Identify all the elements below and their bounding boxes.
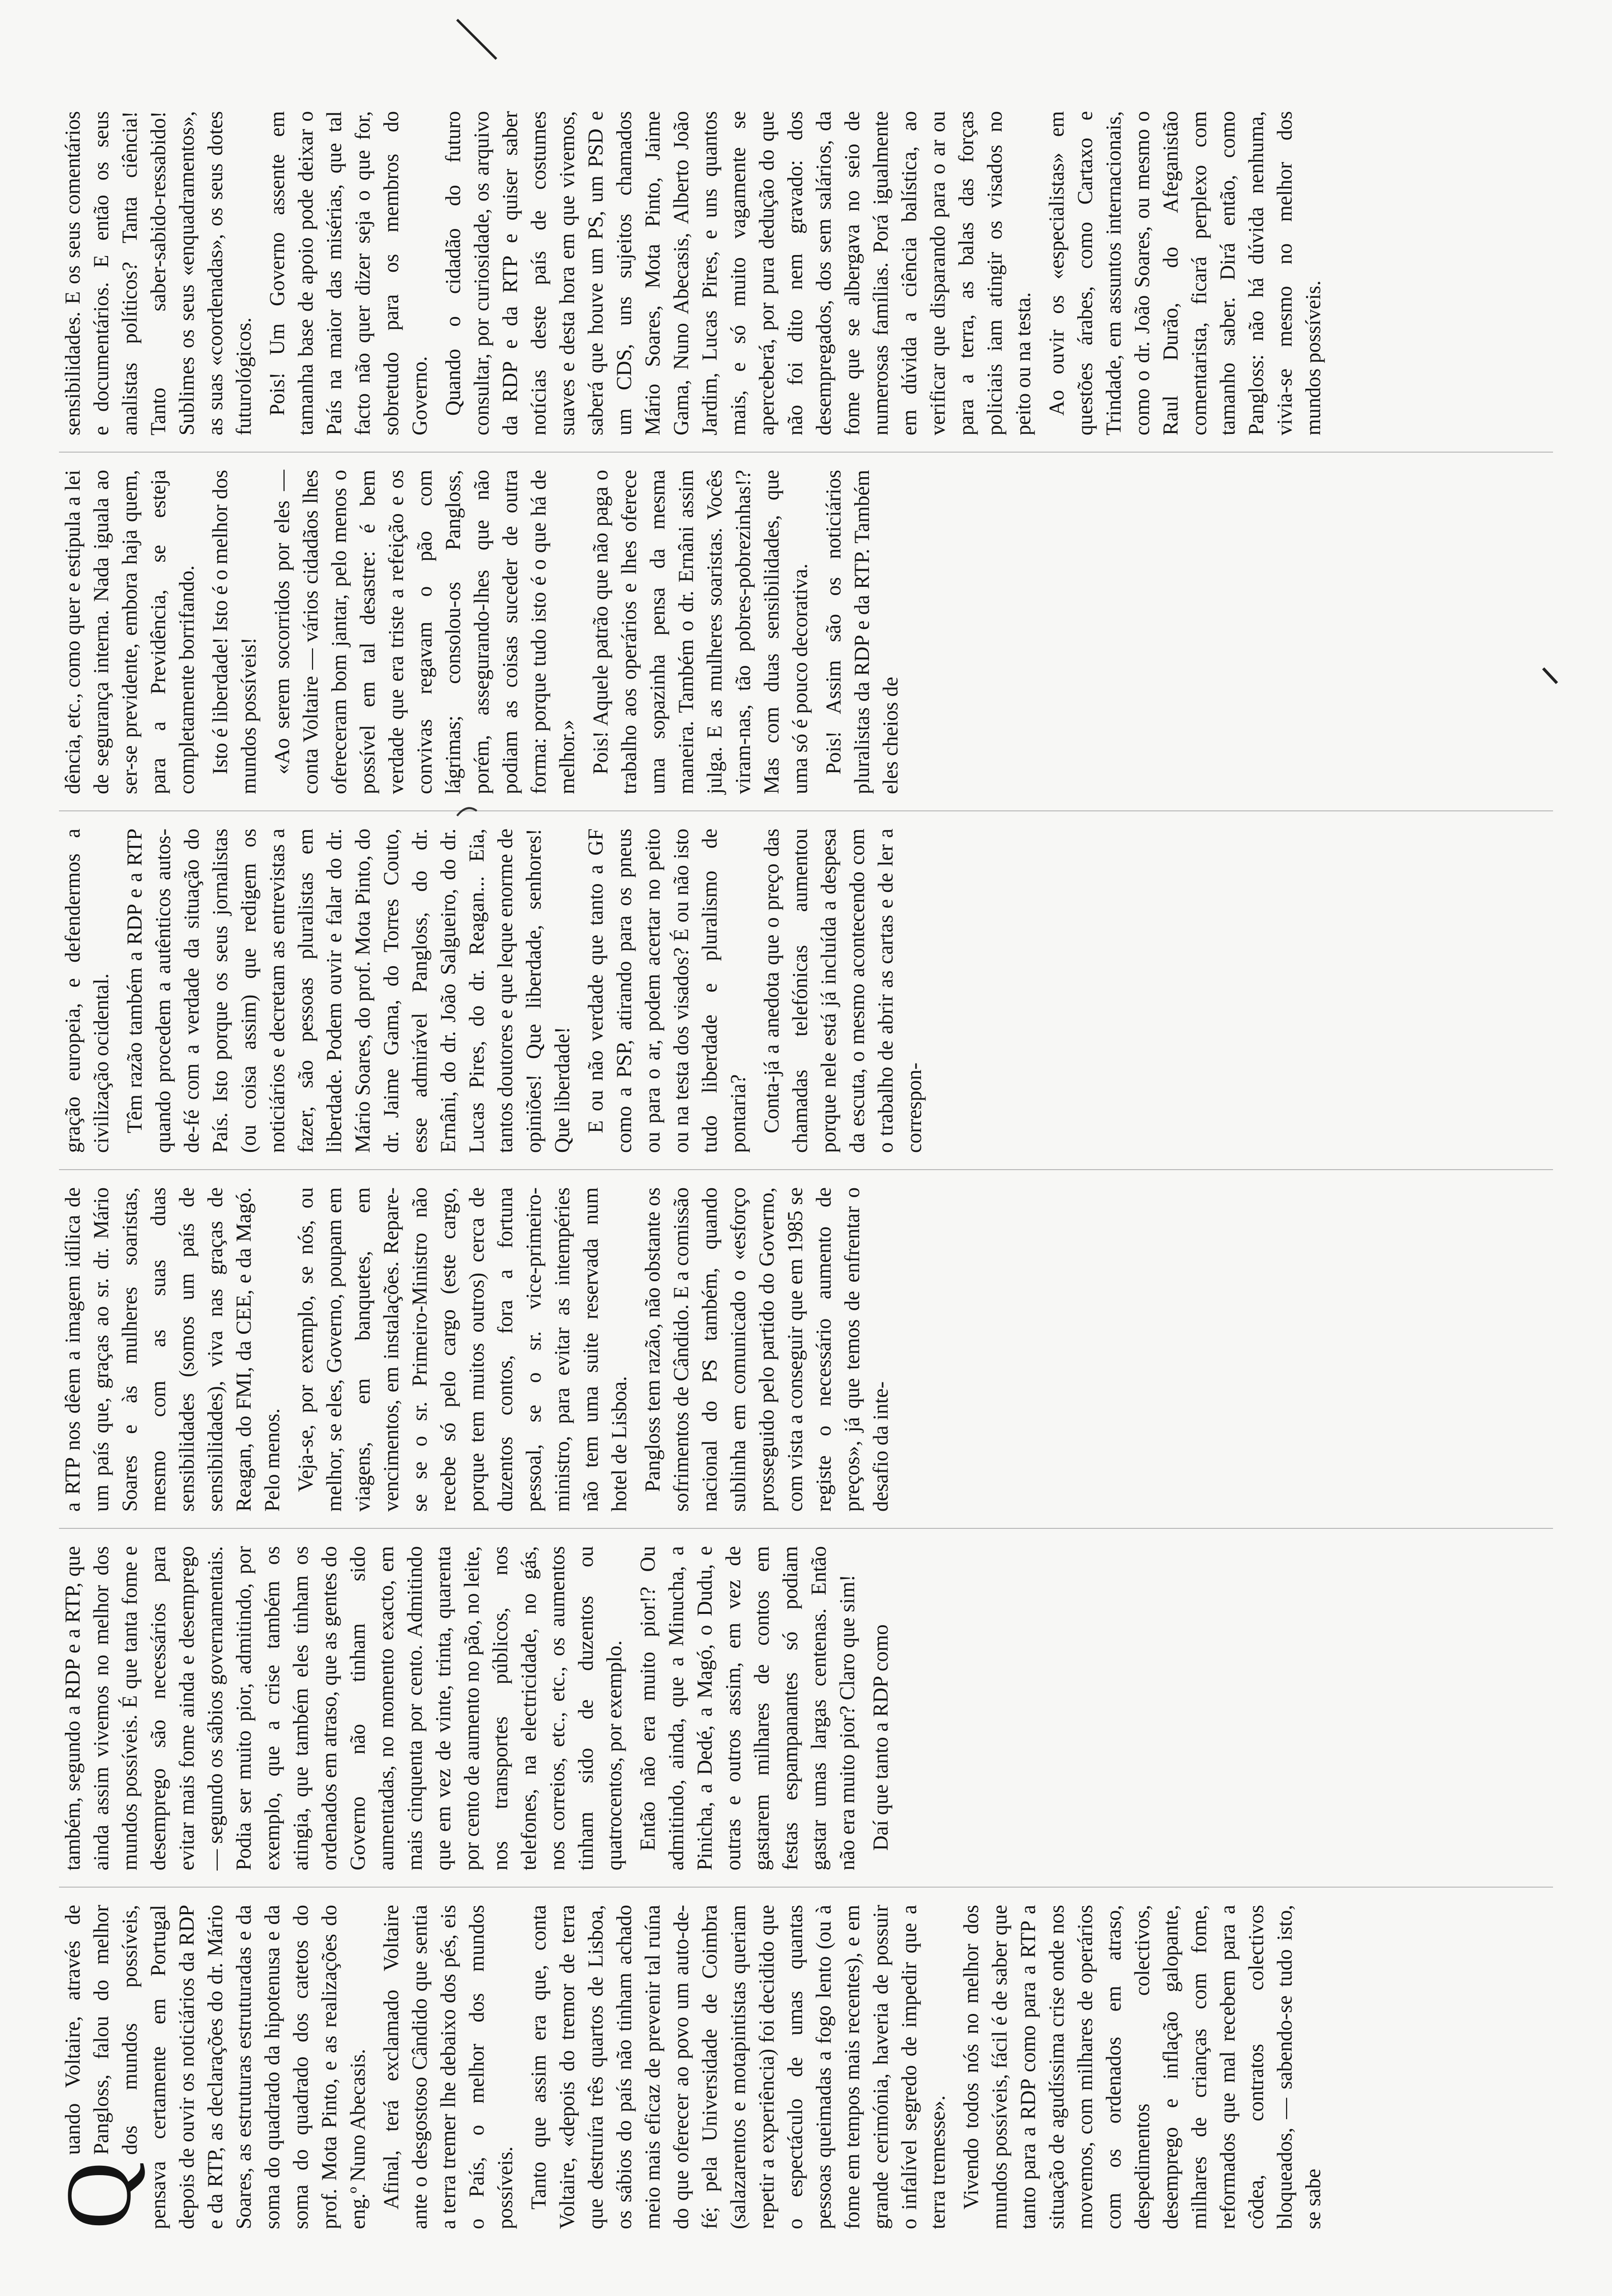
column-divider [59, 1528, 1553, 1529]
article-paragraph: Conta-já a anedota que o preço das chamadas telefónicas aumentou porque nele está já incluída a despesa da escuta, o mesmo acontecendo com o trabalho de abrir as cartas e de ler a correspon- [760, 829, 926, 1153]
article-column-4 [59, 829, 1553, 1153]
article-paragraph: Pois! Um Governo assente em tamanha base de apoio pode deixar o País na maior das misérias, que tal facto não quer dizer seja o que for, sobretudo para os membros do Governo. [266, 111, 432, 435]
article-paragraph: Vivendo todos nós no melhor dos mundos possíveis, fácil é de saber que tanto para a RDP como para a RTP a situação de agudíssima crise onde nos movemos, com milhares de operários com os ordenados em atraso, despedimentos colectivos, desemprego e inflação galopante, milhares de crianças com fome, reformados que mal recebem para a côdea, contratos colectivos bloqueados, — sabendo-se tudo isto, se sabe [960, 1905, 1325, 2229]
article-paragraph: Tanto que assim era que, conta Voltaire, «depois do tremor de terra que destruíra três quartos de Lisboa, os sábios do país não tinham achado meio mais eficaz de prevenir tal ruína do que oferecer ao povo um auto-de-fé; pela Universidade de Coimbra (salazarentos e motapintistas queriam repetir a experiência) foi decidido que o espectáculo de umas quantas pessoas queimadas a fogo lento (ou à fome em tempos mais recentes), e em grande cerimónia, haveria de possuir o infalível segredo de impedir que a terra tremesse». [527, 1905, 950, 2229]
article-paragraph: Pois! Assim são os noticiários pluralistas da RDP e da RTP. Também eles cheios de [822, 470, 902, 794]
article-paragraph: Isto é liberdade! Isto é o melhor dos mundos possíveis! [209, 470, 260, 794]
column-divider [59, 810, 1553, 811]
rotated-article-sheet [29, 47, 1583, 2249]
article-paragraph [47, 1905, 373, 2229]
article-column-3 [59, 1187, 1553, 1512]
column-divider [59, 452, 1553, 453]
article-paragraph: a RTP nos dêem a imagem idílica de um país que, graças ao sr. dr. Mário Soares e às mulheres soaristas, mesmo com as suas duas sensibilidades (somos um país de sensibilidades), viva nas graças de Reagan, do FMI, da CEE, e da Magó. Pelo menos. [61, 1187, 284, 1512]
article-paragraph: também, segundo a RDP e a RTP, que ainda assim vivemos no melhor dos mundos possíveis. É que tanta fome e desemprego são necessários para evitar mais fome ainda e desemprego — segundo os sábios governamentais. Podia ser muito pior, admitindo, por exemplo, que a crise também os atingia, que também eles tinham os ordenados em atraso, que as gentes do Governo não tinham sido aumentadas, no momento exacto, em mais cinquenta por cento. Admitindo que em vez de vinte, trinta, quarenta por cento de aumento no pão, no leite, nos transportes públicos, nos telefones, na electricidade, no gás, nos correios, etc., etc., os aumentos tinham sido de duzentos ou quatrocentos, por exemplo. [61, 1546, 626, 1870]
article-paragraph: «Ao serem socorridos por eles — conta Voltaire — vários cidadãos lhes ofereceram bom jantar, pelo menos o possível em tal desastre: é bem verdade que era triste a refeição e os convivas regavam o pão com lágrimas; consolou-os Pangloss, porém, assegurando-lhes que não podiam as coisas suceder de outra forma: porque tudo isto é o que há de melhor.» [271, 470, 579, 794]
article-paragraph: E ou não verdade que tanto a GF como a PSP, atirando para os pneus ou para o ar, podem acertar no peito ou na testa dos visados? É ou não isto tudo liberdade e pluralismo de pontaria? [584, 829, 750, 1153]
article-column-5 [59, 470, 1553, 794]
article-paragraph: Veja-se, por exemplo, se nós, ou melhor, se eles, Governo, poupam em viagens, em banquetes, em vencimentos, em instalações. Repare-se se o sr. Primeiro-Ministro não recebe só pelo cargo (este cargo, porque tem muitos outros) cerca de duzentos contos, fora a fortuna pessoal, se o sr. vice-primeiro-ministro, para evitar as intempéries não tem uma suite reservada num hotel de Lisboa. [294, 1187, 631, 1512]
article-paragraph: Então não era muito pior!? Ou admitindo, ainda, que a Minucha, a Pinicha, a Dedé, a Magó, o Dudu, e outras e outros assim, em vez de gastarem milhares de contos em festas espampanantes só podiam gastar umas largas centenas. Então não era muito pior? Claro que sim! [636, 1546, 859, 1870]
drop-cap: Q [47, 2161, 150, 2229]
article-paragraph: Afinal, terá exclamado Voltaire ante o desgostoso Cândido que sentia a terra tremer lhe debaixo dos pés, eis o País, o melhor dos mundos possíveis. [380, 1905, 517, 2229]
article-paragraph: Ao ouvir os «especialistas» em questões árabes, como Cartaxo e Trindade, em assuntos internacionais, como o dr. João Soares, ou mesmo o Raul Durão, do Afeganistão comentarista, ficará perplexo com tamanho saber. Dirá então, como Pangloss: não há dúvida nenhuma, vivia-se mesmo no melhor dos mundos possíveis. [1045, 111, 1325, 435]
article-paragraph: Quando o cidadão do futuro consultar, por curiosidade, os arquivo da RDP e da RTP e quiser saber notícias deste país de costumes suaves e desta hora em que vivemos, saberá que houve um PS, um PSD e um CDS, uns sujeitos chamados Mário Soares, Mota Pinto, Jaime Gama, Nuno Abecasis, Alberto João Jardim, Lucas Pires, e uns quantos mais, e só muito vagamente se aperceberá, por pura dedução do que não foi dito nem gravado: dos desempregados, dos sem salários, da fome que se albergava no seio de numerosas famílias. Porá igualmente em dúvida a ciência balística, ao verificar que disparando para o ar ou para a terra, as balas das forças policiais iam atingir os visados no peito ou na testa. [442, 111, 1035, 435]
column-divider [59, 1169, 1553, 1170]
column-divider [59, 1887, 1553, 1888]
article-paragraph: sensibilidades. E os seus comentários e documentários. E então os seus analistas políticos? Tanta ciência! Tanto saber-sabido-ressabido! Sublimes os seus «enquadramentos», as suas «coordenadas», os seus dotes futurológicos. [61, 111, 256, 435]
article-paragraph: dência, etc., como quer e estipula a lei de segurança interna. Nada iguala ao ser-se previdente, embora haja quem, para a Previdência, se esteja completamente borrifando. [61, 470, 199, 794]
article-paragraph: Daí que tanto a RDP como [869, 1624, 892, 1851]
article-paragraph: Têm razão também a RDP e a RTP quando procedem a autênticos autos-de-fé com a verdade da situação do País. Isto porque os seus jornalistas (ou coisa assim) que redigem os noticiários e decretam as entrevistas a fazer, são pessoas pluralistas em liberdade. Podem ouvir e falar do dr. Mário Soares, do prof. Mota Pinto, do dr. Jaime Gama, do Torres Couto, esse admirável Pangloss, do dr. Ernâni, do dr. João Salgueiro, do dr. Lucas Pires, do dr. Reagan... Eia, tantos doutores e que leque enorme de opiniões! Que liberdade, senhores! Que liberdade! [123, 829, 574, 1153]
article-paragraph: Pois! Aquele patrão que não paga o trabalho aos operários e lhes oferece uma sopazinha pensa da mesma maneira. Também o dr. Ernâni assim julga. E as mulheres soaristas. Vocês viram-nas, tão pobres-pobrezinhas!? Mas com duas sensibilidades, que uma só é pouco decorativa. [589, 470, 812, 794]
article-paragraph: gração europeia, e defendermos a civilização ocidental. [61, 829, 113, 1153]
article-column-2 [59, 1546, 1553, 1870]
article-column-1 [47, 1905, 1553, 2229]
article-column-6 [59, 111, 1553, 435]
article-paragraph: Pangloss tem razão, não obstante os sofrimentos de Cândido. E a comissão nacional do PS também, quando sublinha em comunicado o «esforço prosseguido pelo partido do Governo, com vista a conseguir que em 1985 se registe o necessário aumento de preços», já que temos de enfrentar o desafio da inte- [641, 1187, 892, 1512]
paragraph-text: uando Voltaire, através de Pangloss, falou do melhor dos mundos possíveis, pensava certamente em Portugal depois de ouvir os noticiários da RDP e da RTP, as declarações do dr. Mário Soares, as estruturas estruturadas e da soma do quadrado da hipotenusa e da soma do quadrado dos catetos do prof. Mota Pinto, e as realizações do eng.º Nuno Abecasis. [61, 1905, 370, 2229]
